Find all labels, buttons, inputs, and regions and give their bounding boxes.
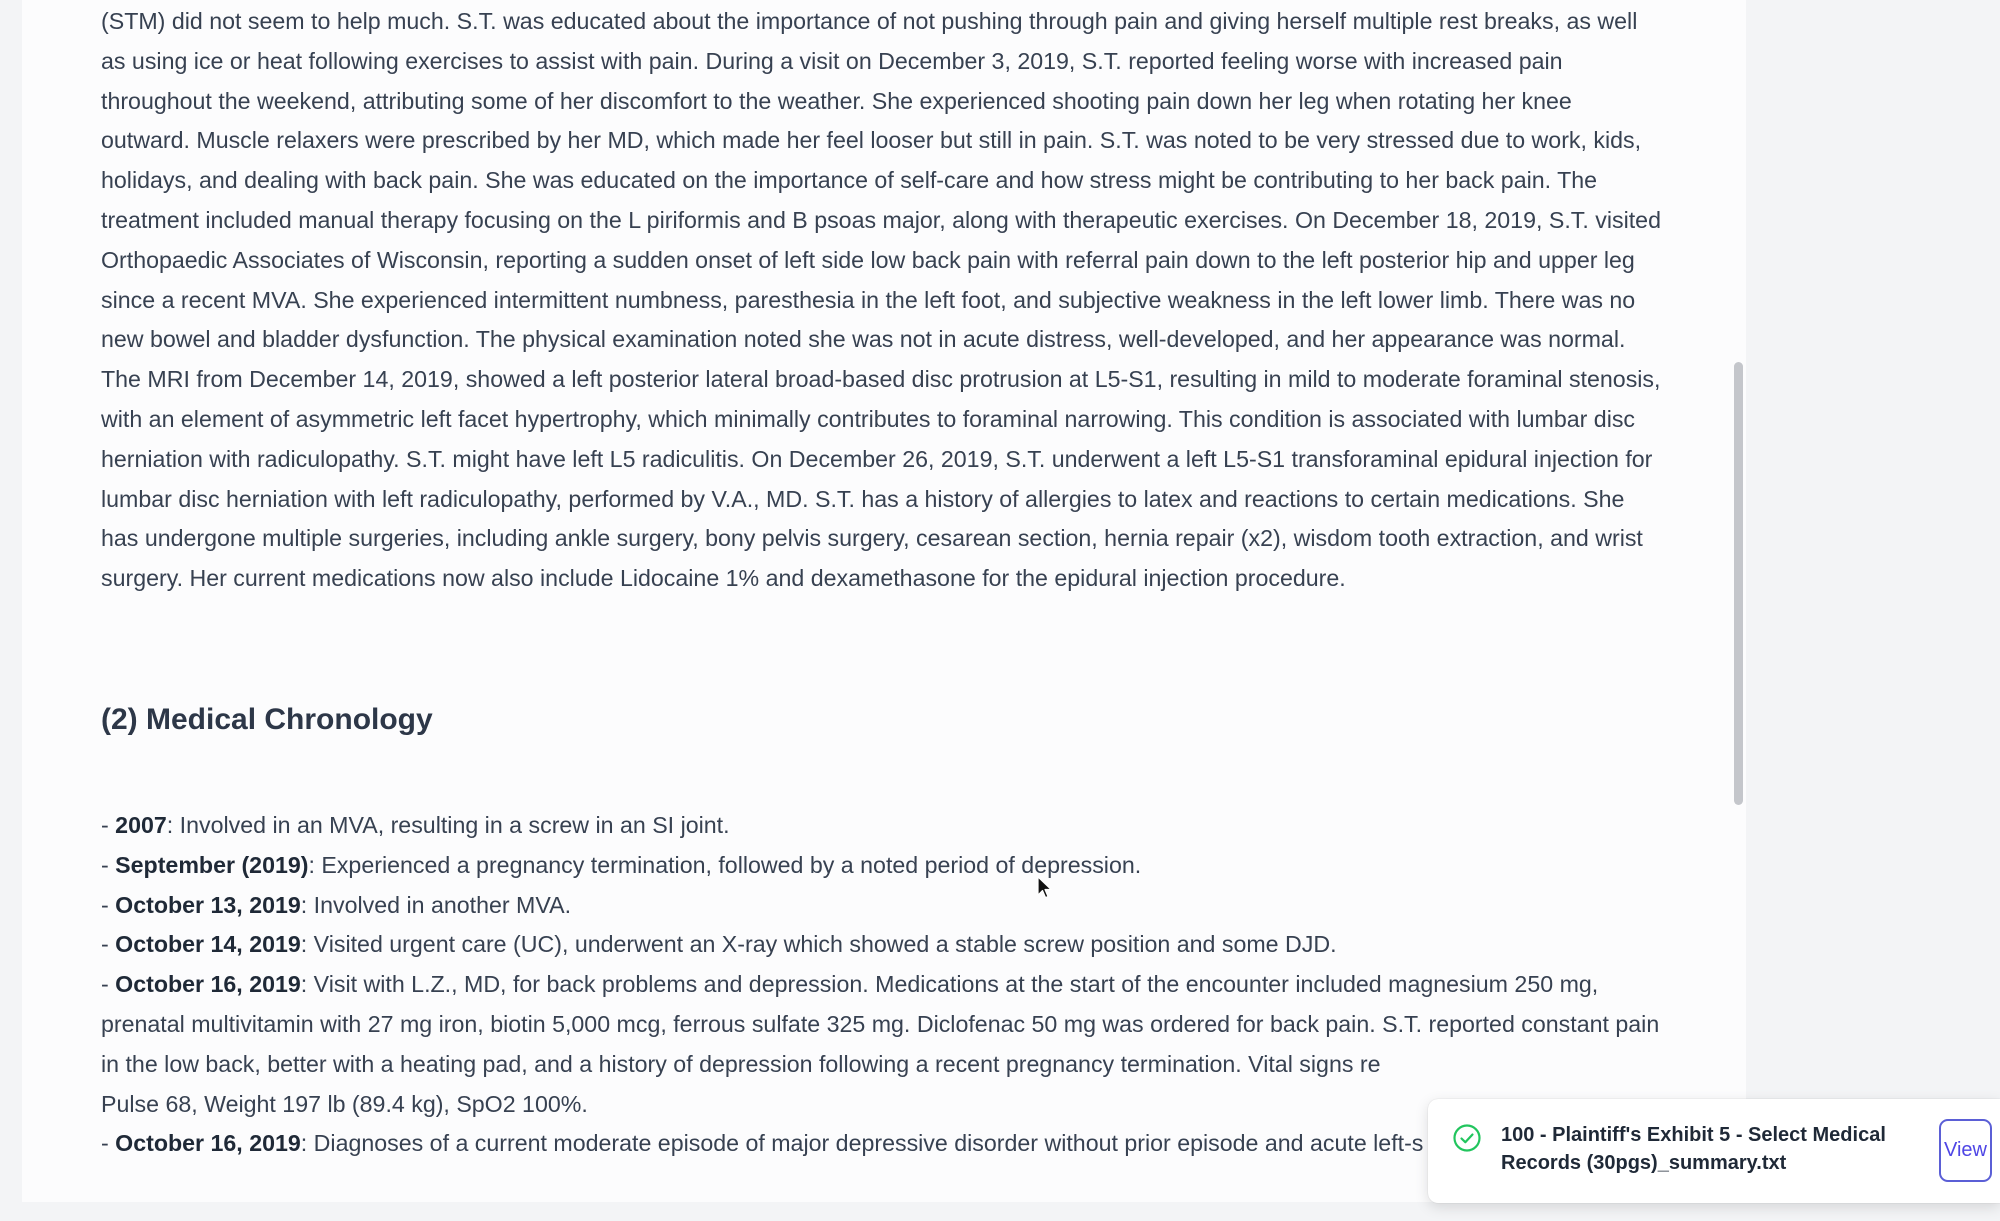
entry-prefix: - (101, 931, 116, 958)
entry-prefix: - (101, 891, 116, 918)
check-circle-icon (1452, 1123, 1482, 1153)
summary-paragraph: (STM) did not seem to help much. S.T. was educated about the importance of not pushing through pain and giving herself multiple rest breaks, as well as using ice or heat following exercises to assist with pain. During a visit on December 3, 2019, S.T. reported feeling worse with increased pain throughout the weekend, attributing some of her discomfort to the weather. She experienced shooting pain down her leg when rotating her knee outward. Muscle relaxers were prescribed by her MD, which made her feel looser but still in pain. S.T. was noted to be very stressed due to work, kids, holidays, and dealing with back pain. She was educated on the importance of self-care and how stress might be contributing to her back pain. The treatment included manual therapy focusing on the L piriformis and B psoas major, along with therapeutic exercises. On December 18, 2019, S.T. visited Orthopaedic Associates of Wisconsin, reporting a sudden onset of left side low back pain with referral pain down to the left posterior hip and upper leg since a recent MVA. She experienced intermittent numbness, paresthesia in the left foot, and subjective weakness in the left lower limb. There was no new bowel and bladder dysfunction. The physical examination noted she was not in acute distress, well-developed, and her appearance was normal. The MRI from December 14, 2019, showed a left posterior lateral broad-based disc protrusion at L5-S1, resulting in mild to moderate foraminal stenosis, with an element of asymmetric left facet hypertrophy, which minimally contributes to foraminal narrowing. This condition is associated with lumbar disc herniation with radiculopathy. S.T. might have left L5 radiculitis. On December 26, 2019, S.T. underwent a left L5-S1 transforaminal epidural injection for lumbar disc herniation with left radiculopathy, performed by V.A., MD. S.T. has a history of allergies to latex and reactions to certain medications. She has undergone multiple surgeries, including ankle surgery, bony pelvis surgery, cesarean section, hernia repair (x2), wisdom tooth extraction, and wrist surgery. Her current medications now also include Lidocaine 1% and dexamethasone for the epidural injection procedure. (101, 8, 1661, 592)
entry-text: : Involved in an MVA, resulting in a screw in an SI joint. (166, 811, 730, 838)
entry-date: October 13, 2019 (115, 891, 301, 918)
entry-text: : Diagnoses of a current moderate episode of major depressive disorder without prior episode and acute left-s (300, 1130, 1424, 1157)
document-viewer[interactable] (22, 0, 1746, 1202)
chronology-entry (101, 846, 1661, 886)
entry-date: October 16, 2019 (115, 971, 301, 998)
entry-date: 2007 (115, 811, 167, 838)
chronology-entry (101, 806, 1661, 846)
entry-text: : Experienced a pregnancy termination, followed by a noted period of depression. (308, 851, 1142, 878)
chronology-entry (101, 886, 1661, 926)
section-heading-medical-chronology: (2) Medical Chronology (101, 702, 433, 736)
entry-date: September (2019) (115, 851, 309, 878)
summary-document (101, 2, 1661, 1164)
chronology-entry (101, 1124, 1661, 1164)
scrollbar-thumb[interactable] (1734, 362, 1743, 805)
chronology-entry-continuation (101, 1085, 1661, 1125)
download-complete-toast (1428, 1099, 2000, 1203)
entry-prefix: - (101, 811, 116, 838)
entry-text: Pulse 68, Weight 197 lb (89.4 kg), SpO2 100%. (101, 1090, 588, 1117)
entry-text: : Visited urgent care (UC), underwent an X-ray which showed a stable screw position and some DJD. (300, 931, 1337, 958)
entry-date: October 16, 2019 (115, 1130, 301, 1157)
entry-prefix: - (101, 971, 116, 998)
toast-message: 100 - Plaintiff's Exhibit 5 - Select Medical Records (30pgs)_summary.txt (1501, 1124, 1886, 1174)
entry-prefix: - (101, 1130, 116, 1157)
view-button[interactable]: View (1939, 1119, 1992, 1182)
chronology-entry (101, 965, 1661, 1084)
entry-prefix: - (101, 851, 116, 878)
entry-text: : Visit with L.Z., MD, for back problems and depression. Medications at the start of the encounter included magnesium 250 mg, prenatal multivitamin with 27 mg iron, biotin 5,000 mcg, ferrous sulfate 325 mg. Diclofenac 50 mg was ordered for back pain. S.T. reported constant pain in the low back, better with a heating pad, and a history of depression following a recent pregnancy termination. Vital signs re (101, 971, 1660, 1077)
chronology-entry (101, 925, 1661, 965)
entry-text: : Involved in another MVA. (300, 891, 572, 918)
chronology-list (101, 806, 1661, 1164)
entry-date: October 14, 2019 (115, 931, 301, 958)
mouse-cursor-icon (1037, 876, 1053, 900)
